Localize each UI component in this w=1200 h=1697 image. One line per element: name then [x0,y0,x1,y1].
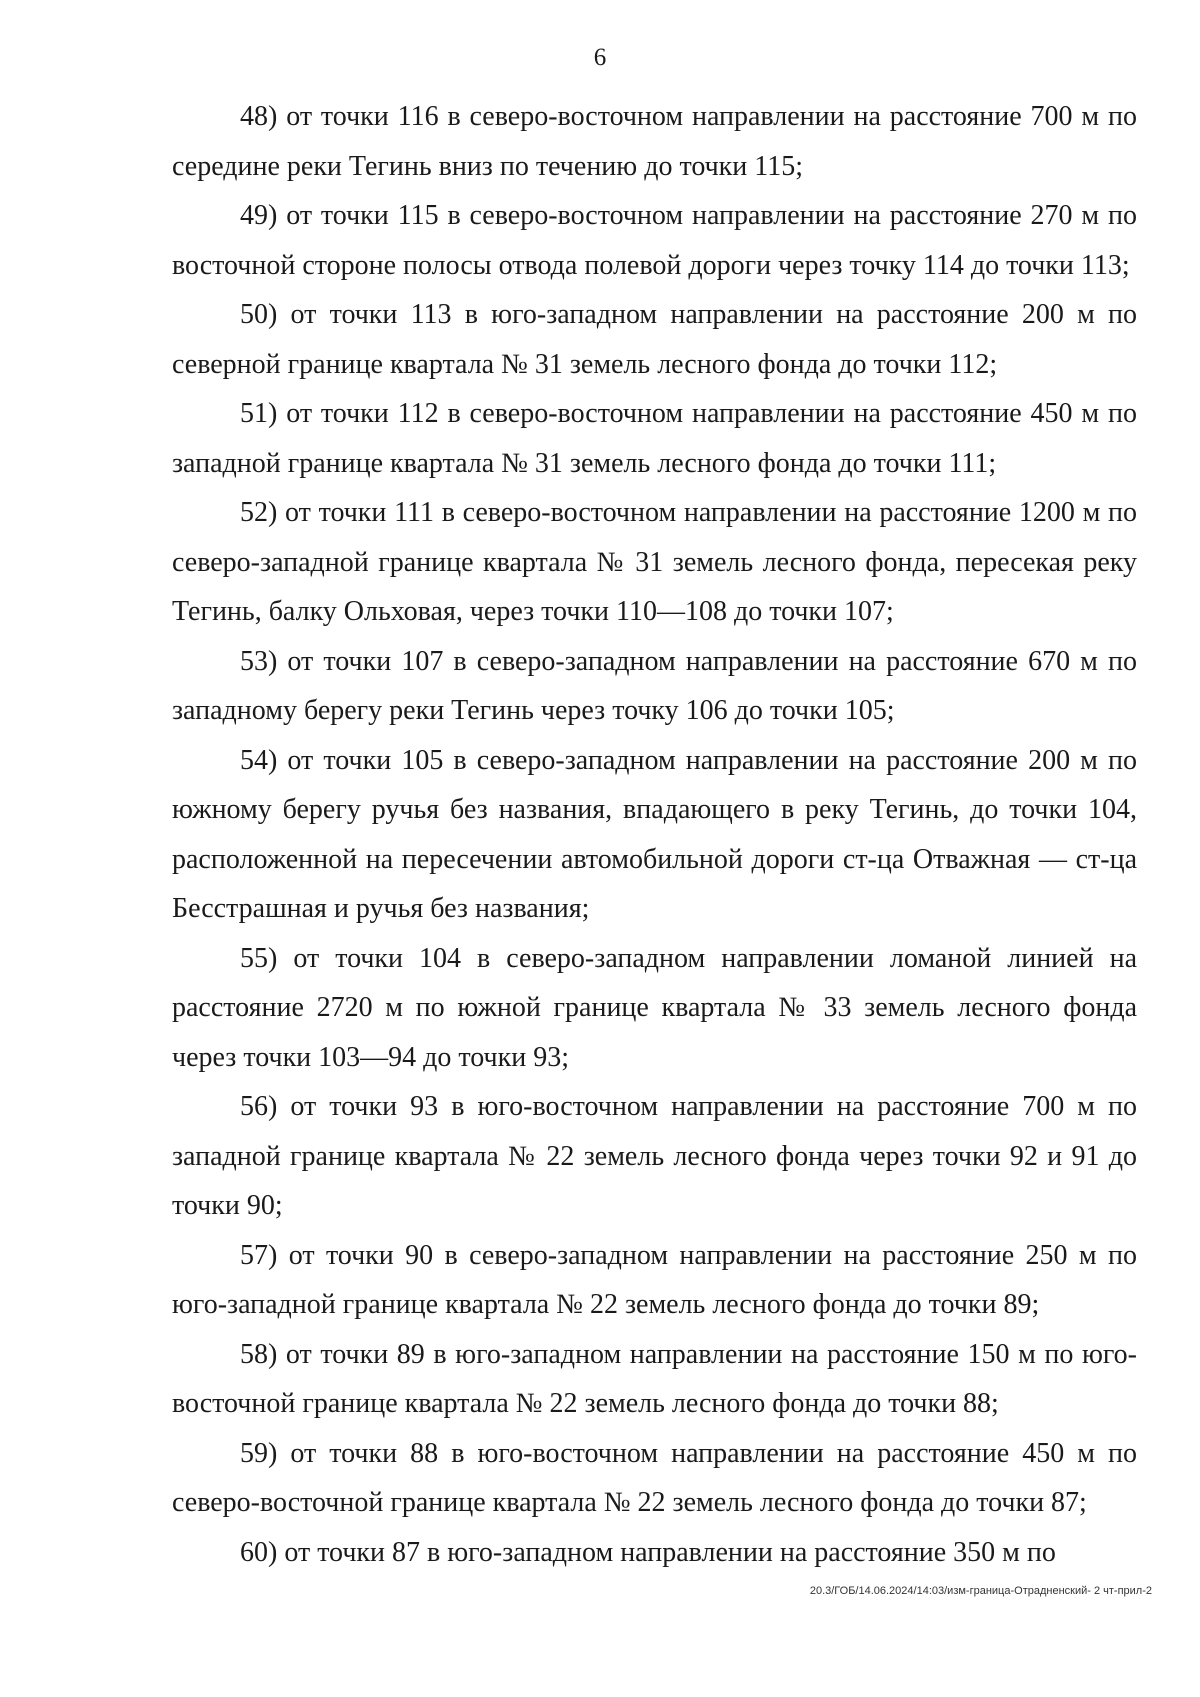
paragraph-59: 59) от точки 88 в юго-восточном направлении на расстояние 450 м по северо-восточной границе квартала № 22 земель лесного фонда до точки 87; [172,1437,1137,1518]
paragraph-60: 60) от точки 87 в юго-западном направлении на расстояние 350 м по [240,1536,1056,1568]
document-footer-code: 20.3/ГОБ/14.06.2024/14:03/изм-граница-Отрадненский- 2 чт-прил-2 [809,1585,1152,1597]
paragraph-55: 55) от точки 104 в северо-западном направлении ломаной линией на расстояние 2720 м по южной границе квартала № 33 земель лесного фонда через точки 103—94 до точки 93; [172,942,1137,1073]
paragraph-51: 51) от точки 112 в северо-восточном направлении на расстояние 450 м по западной границе квартала № 31 земель лесного фонда до точки 111; [172,398,1137,479]
paragraph-52: 52) от точки 111 в северо-восточном направлении на расстояние 1200 м по северо-западной границе квартала № 31 земель лесного фонда, пересекая реку Тегинь, балку Ольховая, через точки 110—108 до точки 107; [172,497,1137,627]
paragraph-57: 57) от точки 90 в северо-западном направлении на расстояние 250 м по юго-западной границе квартала № 22 земель лесного фонда до точки 89; [172,1239,1137,1320]
document-body [172,92,1137,1577]
paragraph-50: 50) от точки 113 в юго-западном направлении на расстояние 200 м по северной границе квартала № 31 земель лесного фонда до точки 112; [172,299,1137,380]
paragraph-48: 48) от точки 116 в северо-восточном направлении на расстояние 700 м по середине реки Тегинь вниз по течению до точки 115; [172,101,1137,182]
paragraph-53: 53) от точки 107 в северо-западном направлении на расстояние 670 м по западному берегу реки Тегинь через точку 106 до точки 105; [172,645,1137,726]
paragraph-56: 56) от точки 93 в юго-восточном направлении на расстояние 700 м по западной границе квартала № 22 земель лесного фонда через точки 92 и 91 до точки 90; [172,1091,1137,1221]
paragraph-49: 49) от точки 115 в северо-восточном направлении на расстояние 270 м по восточной стороне полосы отвода полевой дороги через точку 114 до точки 113; [172,200,1137,281]
paragraph-54: 54) от точки 105 в северо-западном направлении на расстояние 200 м по южному берегу ручья без названия, впадающего в реку Тегинь, до точки 104, расположенной на пересечении автомобильной дороги ст-ца Отважная — ст-ца Бесстрашная и ручья без названия; [172,744,1137,924]
paragraph-58: 58) от точки 89 в юго-западном направлении на расстояние 150 м по юго-восточной границе квартала № 22 земель лесного фонда до точки 88; [172,1338,1137,1419]
page-number: 6 [593,44,607,71]
